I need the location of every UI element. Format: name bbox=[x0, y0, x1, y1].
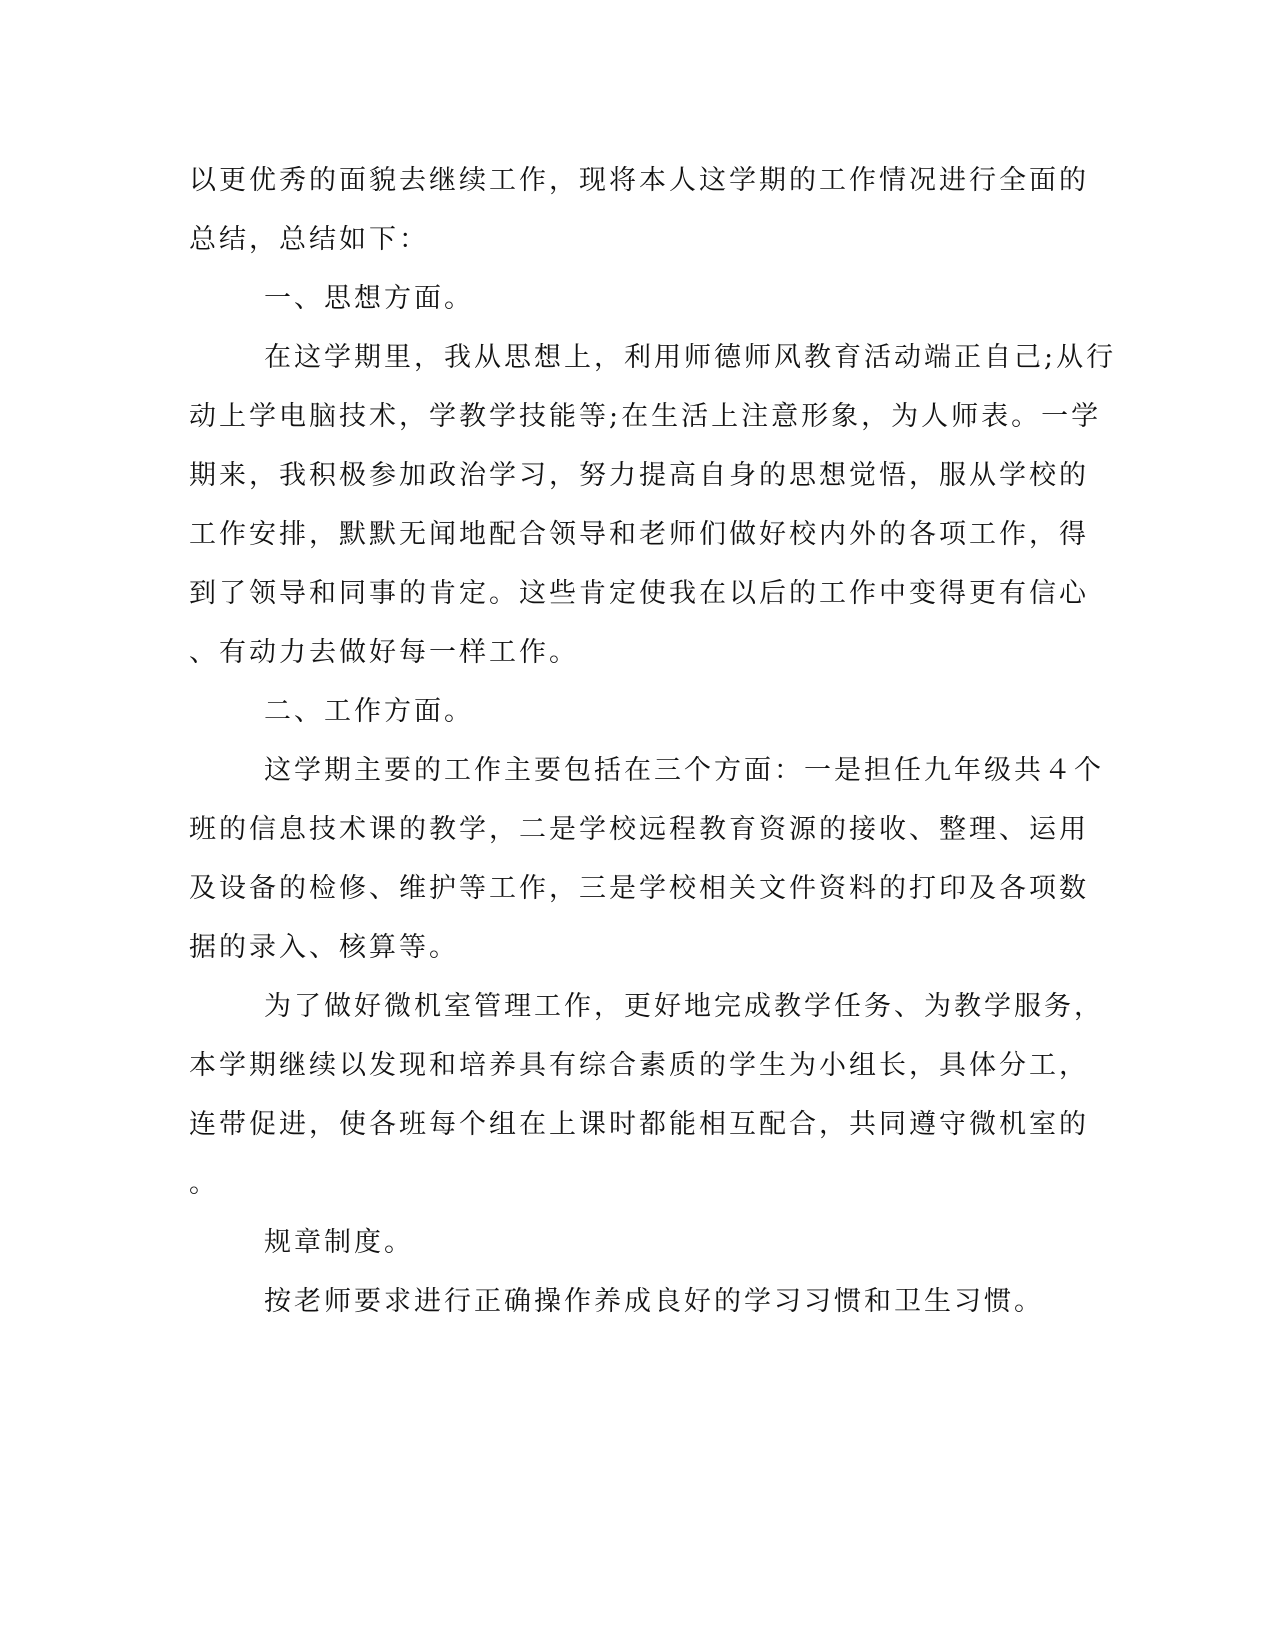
text-line: 以更优秀的面貌去继续工作，现将本人这学期的工作情况进行全面的 bbox=[189, 165, 1089, 196]
text-line: 为了做好微机室管理工作，更好地完成教学任务、为教学服务， bbox=[264, 991, 1104, 1022]
text-line: 期来，我积极参加政治学习，努力提高自身的思想觉悟，服从学校的 bbox=[189, 460, 1089, 491]
text-line: 本学期继续以发现和培养具有综合素质的学生为小组长，具体分工， bbox=[189, 1050, 1089, 1081]
section-heading: 二、工作方面。 bbox=[264, 696, 474, 727]
text-line: 到了领导和同事的肯定。这些肯定使我在以后的工作中变得更有信心 bbox=[189, 578, 1089, 609]
text-line: 规章制度。 bbox=[264, 1227, 414, 1258]
text-line: 工作安排，默默无闻地配合领导和老师们做好校内外的各项工作，得 bbox=[189, 519, 1089, 550]
text-line: 。 bbox=[189, 1168, 219, 1199]
text-line: 及设备的检修、维护等工作，三是学校相关文件资料的打印及各项数 bbox=[189, 873, 1089, 904]
text-line: 连带促进，使各班每个组在上课时都能相互配合，共同遵守微机室的 bbox=[189, 1109, 1089, 1140]
text-line: 动上学电脑技术，学教学技能等;在生活上注意形象，为人师表。一学 bbox=[189, 401, 1102, 432]
text-line: 在这学期里，我从思想上，利用师德师风教育活动端正自己;从行 bbox=[264, 342, 1117, 373]
text-line: 、有动力去做好每一样工作。 bbox=[189, 637, 579, 668]
text-line: 按老师要求进行正确操作养成良好的学习习惯和卫生习惯。 bbox=[264, 1286, 1044, 1317]
section-heading: 一、思想方面。 bbox=[264, 283, 474, 314]
text-line: 班的信息技术课的教学，二是学校远程教育资源的接收、整理、运用 bbox=[189, 814, 1089, 845]
text-line: 总结，总结如下： bbox=[189, 224, 429, 255]
text-line: 据的录入、核算等。 bbox=[189, 932, 459, 963]
text-line: 这学期主要的工作主要包括在三个方面：一是担任九年级共４个 bbox=[264, 755, 1104, 786]
